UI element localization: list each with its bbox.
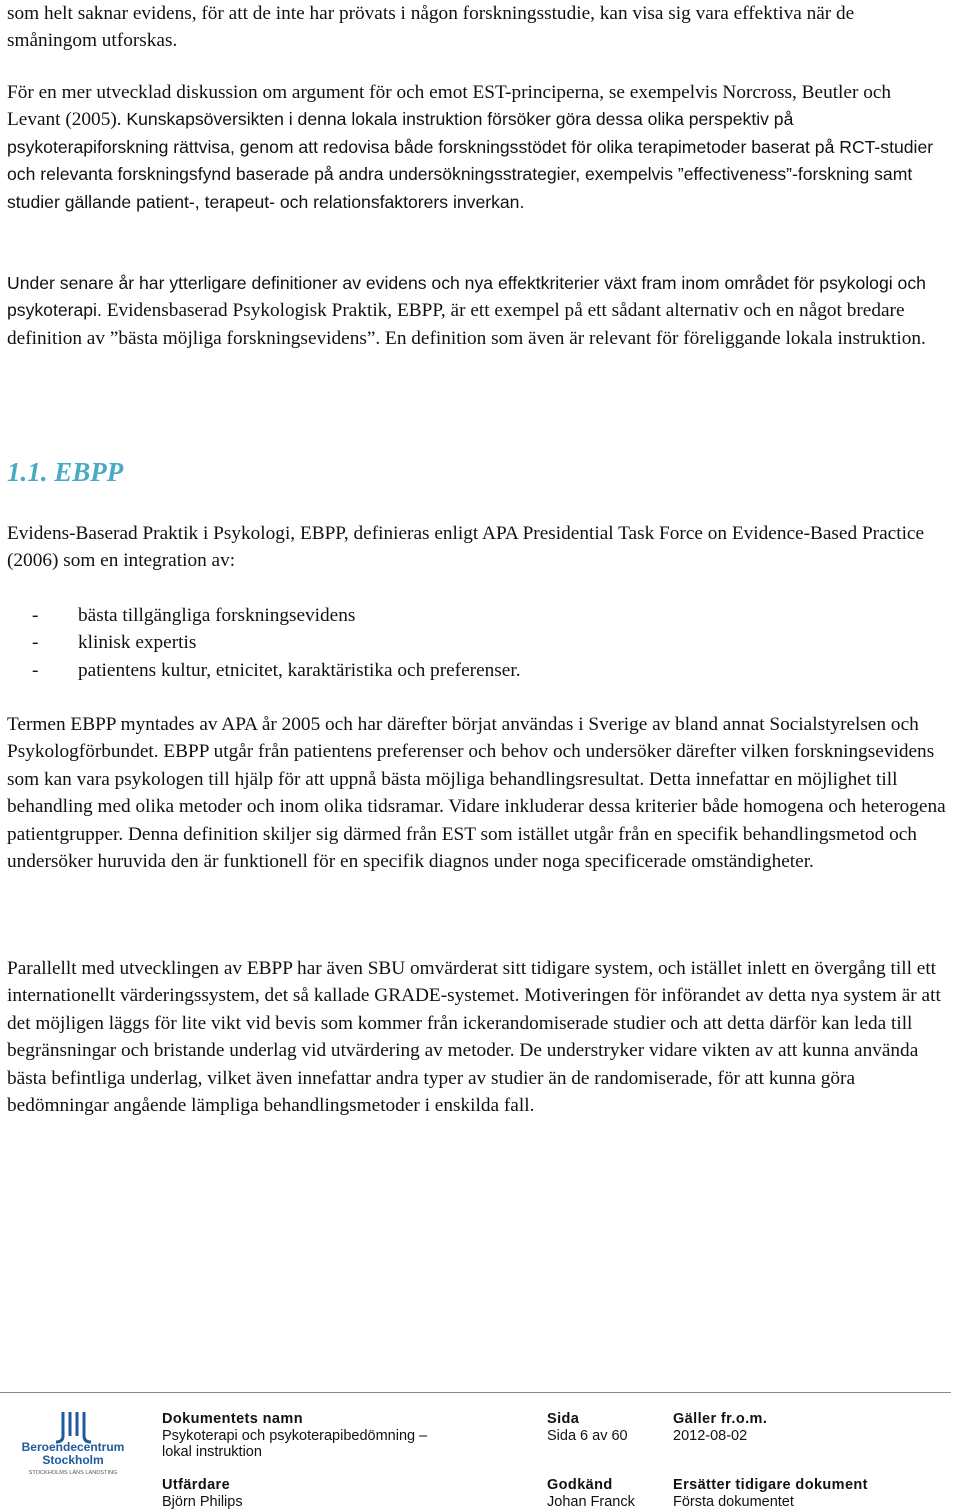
paragraph-2-serif: För en mer utvecklad diskussion om argument för och emot EST-principerna, se exempelvis Norcross, Beutler och Levant (2005).: [7, 82, 892, 131]
paragraph-3-sans: Under senare år har ytterligare definitioner av evidens och nya effektkriterier växt fram inom området för psykologi och psykoterapi.: [7, 273, 926, 321]
paragraph-3-serif: Evidensbaserad Psykologisk Praktik, EBPP, är ett exempel på ett sådant alternativ och en något bredare definition av ”bästa möjliga forskningsevidens”. En definition som även är relevant för föreliggande lokala instruktion.: [7, 300, 926, 349]
valid-from-date: 2012-08-02: [673, 1428, 748, 1444]
doc-name-value-line2: lokal instruktion: [162, 1444, 262, 1460]
approved-label: Godkänd: [547, 1477, 613, 1493]
issuer-name: Björn Philips: [162, 1494, 243, 1510]
paragraph-5: Termen EBPP myntades av APA år 2005 och har därefter börjat användas i Sverige av bland annat Socialstyrelsen och Psykologförbundet. EBPP utgår från patientens preferenser och behov och undersöker därefter vilken forskningsevidens som kan vara psykologen till hjälp för att uppnå bästa möjliga behandlingsresultat. Detta innefattar en möjlighet till behandling med olika metoder och inom olika tidsramar. Vidare inkluderar dessa kriterier både homogena och heterogena patientgrupper. Denna definition skiljer sig därmed från EST som istället utgår från en specifik behandlingsmetod och undersöker huruvida den är funktionell för en specifik diagnos under noga specificerade omständigheter.: [7, 714, 946, 873]
valid-from-label: Gäller fr.o.m.: [673, 1411, 768, 1427]
paragraph-6: Parallellt med utvecklingen av EBPP har även SBU omvärderat sitt tidigare system, och istället inlett en övergång till ett internationellt värderingssystem, det så kallade GRADE-systemet. Motiveringen för införandet av detta nya system är att det möjligen läggs för lite vikt vid bevis som kommer från ickerandomiserade studier och att detta därför kan leda till begränsningar och bristande underlag vid utvärdering av metoder. De understryker vidare vikten av att kunna använda bästa befintliga underlag, vilket även innefattar andra typer av studier än de randomiserade, för att kunna göra bedömningar angående lämpliga behandlingsmetoder i enskilda fall.: [7, 958, 941, 1117]
issuer-label: Utfärdare: [162, 1477, 231, 1493]
replaces-label: Ersätter tidigare dokument: [673, 1477, 868, 1493]
footer-divider: [0, 1392, 951, 1393]
approved-name: Johan Franck: [547, 1494, 635, 1510]
logo-subtitle: STOCKHOLMS LÄNS LANDSTING: [28, 1470, 118, 1476]
integration-list: [7, 602, 521, 684]
logo-name-line2: Stockholm: [42, 1453, 104, 1467]
paragraph-4: Evidens-Baserad Praktik i Psykologi, EBPP, definieras enligt APA Presidential Task Force on Evidence-Based Practice (2006) som en integration av:: [7, 523, 925, 572]
doc-name-label: Dokumentets namn: [162, 1411, 303, 1427]
section-heading: 1.1. EBPP: [7, 457, 124, 487]
doc-name-value: Psykoterapi och psykoterapibedömning –: [162, 1428, 428, 1444]
paragraph-3: [7, 270, 947, 352]
list-item: - patientens kultur, etnicitet, karaktäristika och preferenser.: [32, 659, 521, 681]
paragraph-1: som helt saknar evidens, för att de inte har prövats i någon forskningsstudie, kan visa sig vara effektiva när de småningom utforskas.: [7, 3, 855, 52]
paragraph-2: [7, 79, 947, 216]
paragraph-2-sans: Kunskapsöversikten i denna lokala instruktion försöker göra dessa olika perspektiv på psykoterapiforskning rättvisa, genom att redovisa både forskningsstödet för olika terapimetoder baserat på RCT-studier och relevanta forskningsfynd baserade på andra undersökningsstrategier, exempelvis ”effectiveness”-forskning samt studier gällande patient-, terapeut- och relationsfaktorers inverkan.: [7, 109, 934, 212]
logo-name-line1: Beroendecentrum: [21, 1440, 125, 1454]
list-item: - bästa tillgängliga forskningsevidens: [32, 605, 356, 626]
page-number: Sida 6 av 60: [547, 1428, 628, 1444]
replaces-value: Första dokumentet: [673, 1494, 794, 1510]
page-label: Sida: [547, 1411, 580, 1427]
organization-logo: [18, 1408, 128, 1478]
list-item: - klinisk expertis: [32, 632, 197, 654]
